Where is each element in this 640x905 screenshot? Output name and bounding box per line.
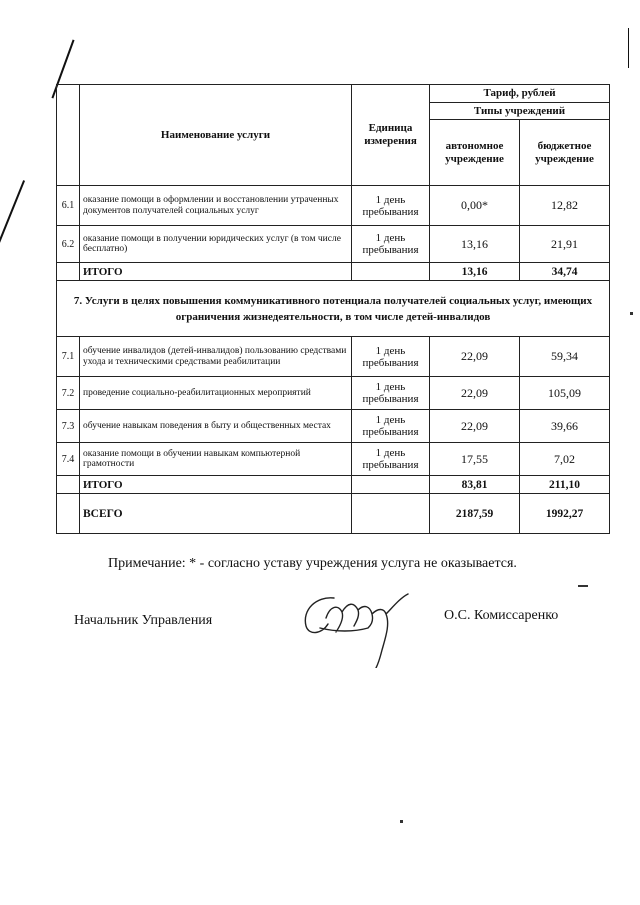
row-number: 6.2 (57, 226, 80, 263)
total-budget: 211,10 (520, 476, 610, 494)
grand-total-row (57, 494, 610, 534)
header-budget: бюджетное учреждение (520, 120, 610, 186)
table-row (57, 337, 610, 377)
total-budget: 34,74 (520, 263, 610, 281)
row-budget-value: 105,09 (520, 377, 610, 410)
signer-name: О.С. Комиссаренко (444, 608, 559, 623)
row-budget-value: 21,91 (520, 226, 610, 263)
table-row (57, 443, 610, 476)
table-row (57, 186, 610, 226)
row-service: обучение инвалидов (детей-инвалидов) пользованию средствами ухода и техническими средствами реабилитации (80, 337, 352, 377)
row-unit: 1 день пребывания (352, 337, 430, 377)
total-row (57, 263, 610, 281)
row-service: проведение социально-реабилитационных мероприятий (80, 377, 352, 410)
header-num-cell (57, 85, 80, 186)
row-service: оказание помощи в обучении навыкам компьютерной грамотности (80, 443, 352, 476)
row-unit: 1 день пребывания (352, 377, 430, 410)
row-unit: 1 день пребывания (352, 443, 430, 476)
grand-total-budget: 1992,27 (520, 494, 610, 534)
scan-artifact-line (628, 28, 629, 68)
row-number: 7.3 (57, 410, 80, 443)
scan-artifact-dot (630, 312, 633, 315)
row-autonomous-value: 22,09 (430, 410, 520, 443)
total-autonomous: 83,81 (430, 476, 520, 494)
row-autonomous-value: 13,16 (430, 226, 520, 263)
row-budget-value: 7,02 (520, 443, 610, 476)
header-autonomous: автономное учреждение (430, 120, 520, 186)
scan-artifact-line (0, 180, 25, 246)
header-service-name: Наименование услуги (80, 85, 352, 186)
grand-total-label: ВСЕГО (80, 494, 352, 534)
header-unit: Единица измерения (352, 85, 430, 186)
row-service: обучение навыкам поведения в быту и общественных местах (80, 410, 352, 443)
row-budget-value: 39,66 (520, 410, 610, 443)
header-tariff: Тариф, рублей (430, 85, 610, 103)
handwritten-signature (296, 588, 436, 668)
signer-position: Начальник Управления (74, 613, 213, 628)
row-budget-value: 59,34 (520, 337, 610, 377)
row-autonomous-value: 0,00* (430, 186, 520, 226)
table-row (57, 377, 610, 410)
row-number: 7.4 (57, 443, 80, 476)
row-autonomous-value: 22,09 (430, 337, 520, 377)
row-autonomous-value: 17,55 (430, 443, 520, 476)
row-unit: 1 день пребывания (352, 410, 430, 443)
row-budget-value: 12,82 (520, 186, 610, 226)
footnote: Примечание: * - согласно уставу учреждения услуга не оказывается. (108, 556, 517, 571)
total-autonomous: 13,16 (430, 263, 520, 281)
row-service: оказание помощи в получении юридических услуг (в том числе бесплатно) (80, 226, 352, 263)
total-row (57, 476, 610, 494)
header-institution-types: Типы учреждений (430, 103, 610, 120)
total-label: ИТОГО (80, 476, 352, 494)
row-service: оказание помощи в оформлении и восстановлении утраченных документов получателей социальных услуг (80, 186, 352, 226)
row-autonomous-value: 22,09 (430, 377, 520, 410)
row-number: 6.1 (57, 186, 80, 226)
table-row (57, 410, 610, 443)
row-unit: 1 день пребывания (352, 226, 430, 263)
table-row (57, 226, 610, 263)
total-label: ИТОГО (80, 263, 352, 281)
row-unit: 1 день пребывания (352, 186, 430, 226)
row-number: 7.1 (57, 337, 80, 377)
scan-artifact-dot (400, 820, 403, 823)
grand-total-autonomous: 2187,59 (430, 494, 520, 534)
scan-artifact-dot (578, 585, 588, 587)
section-7-title: 7. Услуги в целях повышения коммуникативного потенциала получателей социальных услуг, имеющих ограничения жизнедеятельности, в том числе детей-инвалидов (57, 281, 610, 337)
tariff-table (56, 84, 610, 534)
row-number: 7.2 (57, 377, 80, 410)
